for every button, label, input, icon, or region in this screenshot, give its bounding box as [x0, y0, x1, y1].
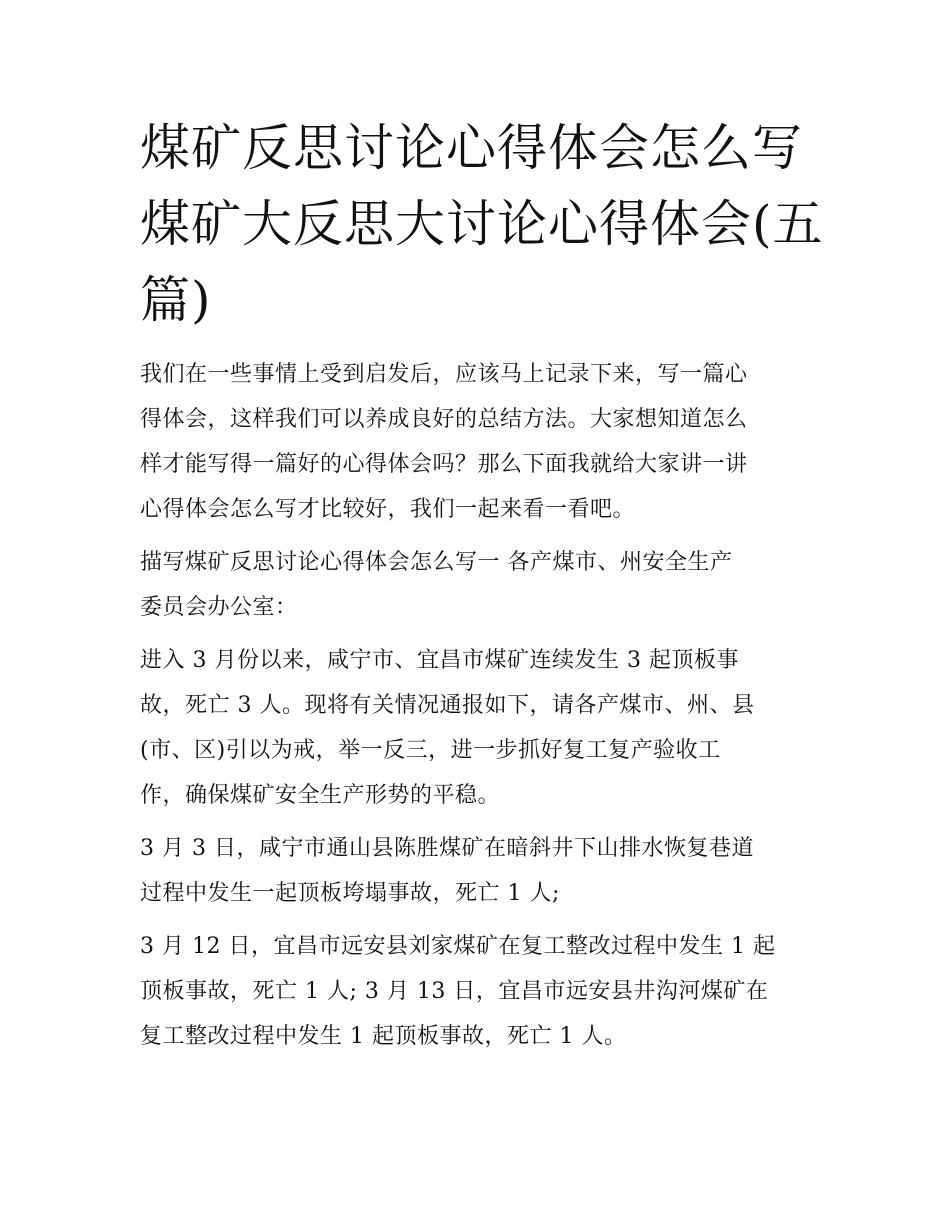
paragraph-line: 样才能写得一篇好的心得体会吗？那么下面我就给大家讲一讲	[140, 452, 748, 477]
paragraph-line: 顶板事故，死亡 1 人; 3 月 13 日，宜昌市远安县井沟河煤矿在	[140, 979, 769, 1004]
title-line: 煤矿大反思大讨论心得体会(五	[140, 195, 824, 253]
paragraph-line: 3 月 12 日，宜昌市远安县刘家煤矿在复工整改过程中发生 1 起	[140, 934, 776, 959]
paragraph-line: 3 月 3 日，咸宁市通山县陈胜煤矿在暗斜井下山排水恢复巷道	[140, 836, 754, 861]
paragraph-line: 得体会，这样我们可以养成良好的总结方法。大家想知道怎么	[140, 407, 748, 432]
paragraph-line: 过程中发生一起顶板垮塌事故，死亡 1 人;	[140, 881, 560, 906]
paragraph-line: 委员会办公室：	[140, 595, 298, 620]
paragraph-line: (市、区)引以为戒，举一反三，进一步抓好复工复产验收工	[140, 738, 721, 763]
addressee-paragraph	[140, 540, 812, 630]
paragraph-line: 故，死亡 3 人。现将有关情况通报如下，请各产煤市、州、县	[140, 693, 755, 718]
paragraph-line: 描写煤矿反思讨论心得体会怎么写一 各产煤市、州安全生产	[140, 550, 733, 575]
paragraph-line: 进入 3 月份以来，咸宁市、宜昌市煤矿连续发生 3 起顶板事	[140, 648, 739, 673]
title-line: 煤矿反思讨论心得体会怎么写	[140, 119, 803, 177]
incident-paragraph	[140, 924, 812, 1059]
title-line: 篇)	[140, 271, 212, 329]
incident-paragraph	[140, 826, 812, 916]
paragraph-line: 作，确保煤矿安全生产形势的平稳。	[140, 783, 501, 808]
notice-paragraph	[140, 638, 812, 818]
intro-paragraph	[140, 352, 812, 532]
paragraph-line: 我们在一些事情上受到启发后，应该马上记录下来，写一篇心	[140, 362, 748, 387]
document-content	[140, 110, 824, 1067]
paragraph-line: 复工整改过程中发生 1 起顶板事故，死亡 1 人。	[140, 1024, 627, 1049]
paragraph-line: 心得体会怎么写才比较好，我们一起来看一看吧。	[140, 497, 636, 522]
document-title	[140, 110, 824, 338]
